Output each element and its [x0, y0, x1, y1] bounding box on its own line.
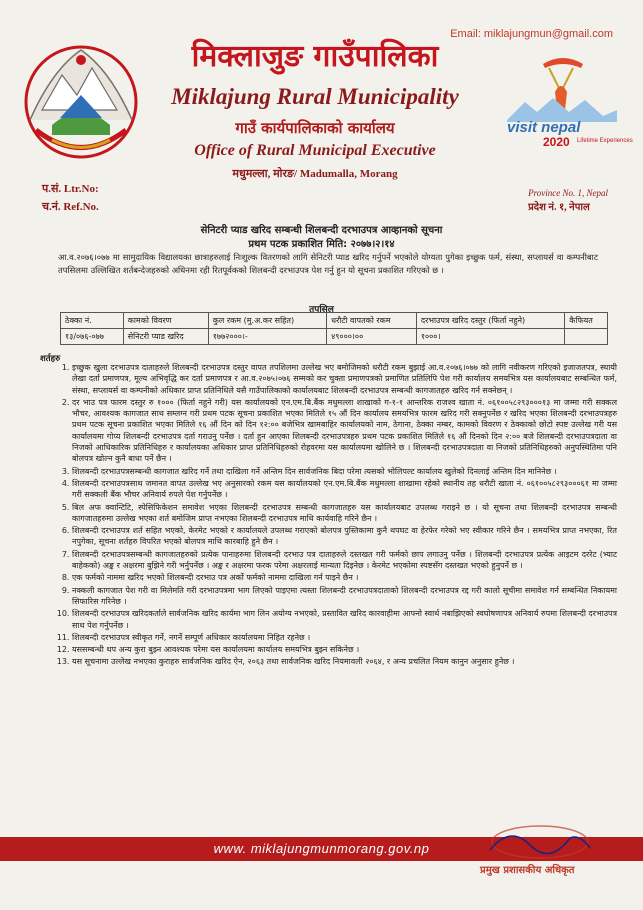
- table-header-cell: कुल रकम (मु.अ.कर सहित): [208, 313, 326, 329]
- footer-website-link[interactable]: www. miklajungmunmorang.gov.np: [213, 841, 430, 856]
- municipality-name-np: मिक्लाजुङ गाउँपालिका: [191, 39, 439, 74]
- notice-intro: आ.व.२०७६।०७७ मा सामुदायिक विद्यालयका छात्राहरुलाई निःशुल्क वितरणको लागि सेनिटरी प्याड खरिद गर्नुपर्ने भएकोले योग्यता पुगेका इच्छुक फर्म, संस्था, सप्लायर्स वा कम्पनीबाट तपसिलमा उल्लिखित शर्तबन्देजहरुको अधिनमा रही रितपूर्वकको शिलबन्दी दरभाउपत्र पेश गर्नु हुन यो सूचना प्रकाशित गरिएको छ ।: [58, 252, 598, 275]
- table-row: [61, 329, 608, 345]
- signatory-title: प्रमुख प्रशासकीय अधिकृत: [480, 865, 575, 876]
- table-cell: [565, 329, 608, 345]
- condition-item: 3. शिलबन्दी दरभाउपत्रसम्बन्धी कागजात खरिद गर्ने तथा दाखिला गर्ने अन्तिम दिन सार्वजनिक बिदा परेमा त्यसको भोलिपल्ट कार्यालय खुलेको दिनलाई अन्तिम दिन मानिनेछ ।: [72, 466, 617, 477]
- letter-number-label: प.सं. Ltr.No:: [42, 183, 99, 195]
- email-address: Email: miklajungmun@gmail.com: [450, 28, 613, 40]
- condition-item: 9. नक्कली कागजात पेश गरी वा मिलेमति गरी दरभाउपत्रमा भाग लिएको पाइएमा त्यस्ता शिलबन्दी दरभाउपत्रदाताको शिलबन्दी दरभाउपत्र रद्द गरी कालो सूचीमा समावेश गर्न सम्बन्धित निकायमा सिफारिस गरिनेछ ।: [72, 585, 617, 608]
- table-header-cell: कैफियत: [565, 313, 608, 329]
- table-header-cell: ठेक्का नं.: [61, 313, 124, 329]
- reference-number-label: च.नं. Ref.No.: [42, 201, 99, 213]
- office-name-np: गाउँ कार्यपालिकाको कार्यालय: [235, 119, 395, 137]
- table-header-row: [61, 313, 608, 329]
- condition-item: 1. इच्छुक खुला दरभाउपत्र दाताहरुले शिलबन्दी दरभाउपत्र दस्तुर वापत तपशिलमा उल्लेख भए बमोजिमको धरौटी रकम बुझाई आ.व.२०७६।०७७ को लागि नवीकरण गरिएको इजाजतपत्र, स्थायी लेखा दर्ता प्रमाणपत्र, मूल्य अभिवृद्धि कर दर्ता प्रमाणपत्र र आ.व.२०७५।०७६ सम्मको कर चुक्ता प्रमाणपत्रको प्रमाणित प्रतिलिपि पेश गरी कार्यालय समयभित्र यस कार्यालयबाट सम्बन्धित फर्म, संस्था, सप्लायर्स वा कम्पनीको अधिकार प्राप्त प्रतिनिधिले यसै गाउँपालिकाको कार्यालयबाट शिलबन्दी दरभाउपत्र सम्बन्धी कागजातहरु खरिद गर्न सक्नेछन् ।: [72, 362, 617, 396]
- visit-nepal-year: 2020: [543, 135, 570, 149]
- condition-item: 7. शिलबन्दी दरभाउपत्रसम्बन्धी कागजातहरुको प्रत्येक पानाहरुमा शिलबन्दी दरभाउ पत्र दाताहरुले दस्तखत गरी फर्मको छाप लगाउनु पर्नेछ । शिलबन्दी दरभाउपत्र प्रत्येक आइटम दररेट (भ्याट बाहेकको) अङ्क र अक्षरमा बुझिने गरी भर्नुपर्नेछ । अङ्क र अक्षरमा फरक परेमा अक्षरलाई मान्यता दिइनेछ । केरमेट भएकोमा स्पष्टसँग दस्तखत भएको हुनुपर्ने छ ।: [72, 549, 617, 572]
- tender-table: [60, 312, 608, 345]
- conditions-heading: शर्तहरु: [40, 354, 61, 364]
- table-cell: सेनिटरी प्याड खरिद: [123, 329, 208, 345]
- province-np: प्रदेश नं. १, नेपाल: [528, 202, 590, 213]
- condition-item: 2. दर भाउ पत्र फारम दस्तुर रु १००० (फिर्ता नहुने गरी) यस कार्यालयको एन.एम.बि.बैंक मधुमल्ला शाखाको ग-१-१ आन्तरिक राजश्व खाता नं. ०६१००५८२९३०००१३ मा जम्मा गरी सक्कल भौचर, आवश्यक कागजात साथ सम्लग्न गरी प्रथम पटक सूचना प्रकाशित भएका मितिले १५ औं दिन कार्यालय समयभित्र फारम खरिद गरी सक्नुपर्नेछ र खरिद भएका शिलबन्दी दरभाउपत्रहरु प्रथम पटक सूचना प्रकाशित भएका मितिले १६ औं दिन को दिन १२:०० बजेभित्र खामबाहिर कार्यालयको नाम, ठेगाना, ठेक्का नम्बर, कामको विवरण र ठेक्काको छोटो स्पष्ट उल्लेख गरी यस कार्यालयमा गोप्य शिलबन्दी दरभाउपत्र दर्ता गराउनु पर्नेछ । दर्ता हुन आएका शिलबन्दी दरभाउपत्रहरु प्रथम पटक प्रकाशित मितिले १६ औं दिनको दिन २:०० बजे शिलबन्दी दरभाउपत्रदाता वा निजको आधिकारिक प्रतिनिधिहरु र कार्यालयका अधिकार प्राप्त प्रतिनिधिहरुको रोहवरमा यस कार्यालयमा खोलिने छ । शिलबन्दी दरभाउपत्रदाता वा निजको प्रतिनिधिहरुको अनुपस्थितिमा पनि बोलपत्र खोल्न कुनै बाधा पर्ने छैन ।: [72, 397, 617, 465]
- conditions-list: [58, 362, 617, 669]
- table-cell: ४९०००।००: [327, 329, 417, 345]
- visit-nepal-logo: [503, 50, 633, 150]
- condition-item: 10. शिलबन्दी दरभाउपत्र खरिदकर्ताले सार्वजनिक खरिद कार्यमा भाग लिन अयोग्य नभएको, प्रस्तावित खरिद कारवाहीमा आफ्नो स्वार्थ नबाझिएको स्वघोषणापत्र अनिवार्य रुपमा शिलबन्दी दरभाउपत्र साथ पेश गर्नुपर्नेछ ।: [72, 608, 617, 631]
- table-header-cell: कामको विवरण: [123, 313, 208, 329]
- visit-nepal-tagline: Lifetime Experiences: [577, 138, 633, 144]
- municipality-name-en: Miklajung Rural Municipality: [171, 84, 459, 109]
- province-en: Province No. 1, Nepal: [528, 188, 608, 198]
- visit-nepal-text: visit nepal: [507, 119, 581, 136]
- office-name-en: Office of Rural Municipal Executive: [194, 142, 436, 159]
- office-address: मधुमल्ला, मोरङ/ Madumalla, Morang: [232, 168, 398, 180]
- table-cell: १३/०७६-०७७: [61, 329, 124, 345]
- table-cell: १०००।: [416, 329, 564, 345]
- condition-item: 5. बिल अफ क्वान्टिटि, स्पेसिफिकेशन समावेश भएका शिलबन्दी दरभाउपत्र सम्बन्धी कागजातहरु यस कार्यालयबाट उपलब्ध गराइने छ । यो सूचना तथा शिलबन्दी दरभाउपत्र सम्बन्धी कागजातहरुमा उल्लेख भएका शर्त बमोजिम प्राप्त नभएका शिलबन्दी दरभाउपत्र माथि कार्यवाहि गरिने छैन ।: [72, 502, 617, 525]
- condition-item: 13. यस सूचनामा उल्लेख नभएका कुराहरु सार्वजनिक खरिद ऐन, २०६३ तथा सार्वजनिक खरिद नियमावली २०६४, र अन्य प्रचलित नियम कानुन अनुसार हुनेछ ।: [72, 656, 617, 667]
- table-title: तपसिल: [309, 305, 334, 315]
- condition-item: 6. शिलबन्दी दरभाउपत्र शर्त सहित भएको, केरमेट भएको र कार्यालयले उपलब्ध गराएको बोलपत्र पुस्तिकामा कुनै थपघट वा हेरफेर गरेको भए स्वीकार गरिने छैन । समयभित्र प्राप्त नभएका, रित नपुगेका, सूचना शर्तहरु विपरित भएको बोलपत्र माथि कारबाहि हुने छैन ।: [72, 525, 617, 548]
- condition-item: 12. यससम्बन्धी थप अन्य कुरा बुझ्न आवश्यक परेमा यस कार्यालयमा कार्यालय समयभित्र बुझ्न सकिनेछ ।: [72, 644, 617, 655]
- condition-item: 11. शिलबन्दी दरभाउपत्र स्वीकृत गर्ने, नगर्ने सम्पूर्ण अधिकार कार्यालयमा निहित रहनेछ ।: [72, 632, 617, 643]
- nepal-emblem-icon: [22, 40, 140, 165]
- condition-item: 8. एक फर्मको नाममा खरिद भएको शिलबन्दी दरभाउ पत्र अर्को फर्मको नाममा दाखिला गर्न पाइने छैन ।: [72, 572, 617, 583]
- table-cell: १७७२०००।-: [208, 329, 326, 345]
- table-header-cell: धरौटी वापतको रकम: [327, 313, 417, 329]
- table-header-cell: दरभाउपत्र खरिद दस्तुर (फिर्ता नहुने): [416, 313, 564, 329]
- condition-item: 4. शिलबन्दी दरभाउपत्रसाथ जमानत वापत उल्लेख भए अनुसारको रकम यस कार्यालयको एन.एम.बि.बैंक मधुमल्ला शाखामा रहेको स्थानीय तह धरौटी खाता नं. ०६१००५८२९३०००६१ मा जम्मा गरी सक्कली बैंक भौचर अनिवार्य रुपले पेश गर्नुपर्नेछ ।: [72, 478, 617, 501]
- reference-labels: [42, 180, 99, 216]
- notice-title: सेनिटरी प्याड खरिद सम्बन्धी शिलबन्दी दरभाउपत्र आव्हानको सूचना: [200, 225, 443, 236]
- publication-date: प्रथम पटक प्रकाशित मिति: २०७७।२।१४: [248, 239, 395, 250]
- province-label: [528, 186, 608, 215]
